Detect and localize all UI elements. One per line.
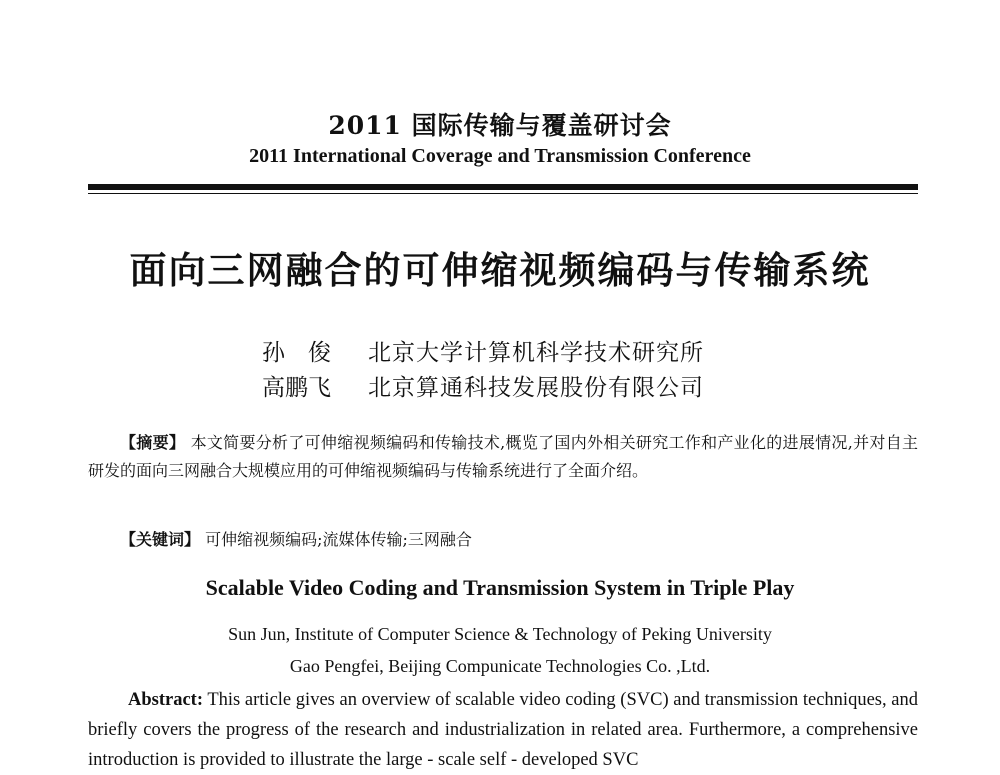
author-name: 孙 俊	[262, 340, 331, 366]
abstract-en-text: This article gives an overview of scalable video coding (SVC) and transmission techniques, and briefly covers the progress of the research and industrialization in related area. Furthermore, a comprehensive introduction is provided to illustrate the large - scale self - developed SVC	[88, 690, 918, 770]
author-line-2	[0, 369, 1000, 399]
author-en-1: Sun Jun, Institute of Computer Science & Technology of Peking University	[228, 624, 772, 644]
conference-title-cn: 2011 国际传输与覆盖研讨会	[328, 111, 672, 140]
abstract-en-label: Abstract:	[128, 690, 204, 710]
keywords-cn-label: 【关键词】	[120, 530, 201, 549]
author-name: 高鹏飞	[262, 375, 331, 401]
paper-title-en: Scalable Video Coding and Transmission System in Triple Play	[205, 575, 795, 600]
conference-title-en: 2011 International Coverage and Transmission Conference	[249, 145, 751, 167]
paper-title-cn: 面向三网融合的可伸缩视频编码与传输系统	[129, 249, 871, 292]
abstract-cn	[88, 429, 918, 485]
author-affiliation: 北京大学计算机科学技术研究所	[368, 340, 704, 366]
author-line-1	[0, 334, 1000, 364]
abstract-cn-label: 【摘要】	[120, 433, 186, 452]
keywords-cn	[88, 526, 918, 554]
author-affiliation: 北京算通科技发展股份有限公司	[368, 375, 704, 401]
header-rule-thick	[88, 184, 918, 190]
abstract-en	[88, 685, 918, 775]
author-en-2: Gao Pengfei, Beijing Compunicate Technologies Co. ,Ltd.	[289, 656, 711, 676]
abstract-cn-text: 本文简要分析了可伸缩视频编码和传输技术,概览了国内外相关研究工作和产业化的进展情况,并对自主研发的面向三网融合大规模应用的可伸缩视频编码与传输系统进行了全面介绍。	[88, 433, 918, 480]
keywords-cn-text: 可伸缩视频编码;流媒体传输;三网融合	[205, 530, 472, 549]
header-rule-thin	[88, 193, 918, 194]
